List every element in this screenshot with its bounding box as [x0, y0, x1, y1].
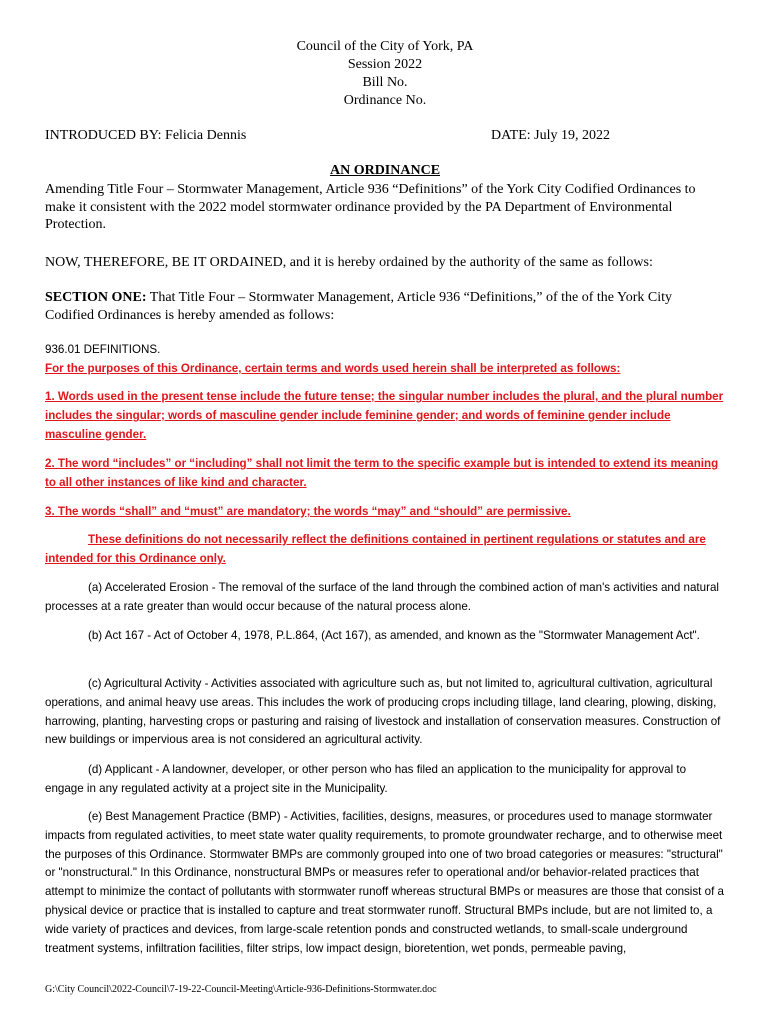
definition-d: (d) Applicant - A landowner, developer, or other person who has filed an application to the municipality for approval to engage in any regulated activity at a project site in the Municipality. [45, 763, 687, 795]
definition-b: (b) Act 167 - Act of October 4, 1978, P.L.864, (Act 167), as amended, and known as the "Stormwater Management Act". [88, 629, 700, 642]
amending-paragraph: Amending Title Four – Stormwater Management, Article 936 “Definitions” of the York City Codified Ordinances to make it consistent with the 2022 model stormwater ordinance provided by the PA Department of Environmental Protection. [45, 182, 696, 232]
rule-4-text: These definitions do not necessarily reflect the definitions contained in pertinent regulations or statutes and are intended for this Ordinance only. [45, 533, 706, 565]
rule-4 [45, 531, 725, 569]
rule-2 [45, 455, 725, 493]
document-header [0, 38, 770, 110]
council-name: Council of the City of York, PA [296, 39, 474, 54]
introduced-by: INTRODUCED BY: Felicia Dennis [45, 128, 247, 143]
bill-number: Bill No. [362, 75, 408, 90]
section-one-text: That Title Four – Stormwater Management, Article 936 “Definitions,” of the of the York City Codified Ordinances is hereby amended as follows: [45, 290, 672, 323]
rule-3 [45, 503, 725, 522]
now-therefore-paragraph: NOW, THEREFORE, BE IT ORDAINED, and it is hereby ordained by the authority of the same as follows: [45, 255, 653, 270]
rule-3-text: 3. The words “shall” and “must” are mandatory; the words “may” and “should” are permissive. [45, 505, 571, 518]
purpose-statement [45, 360, 725, 379]
introduced-line [45, 127, 725, 145]
definition-a: (a) Accelerated Erosion - The removal of the surface of the land through the combined action of man's activities and natural processes at a rate greater than would occur because of the natural process alone. [45, 581, 719, 613]
ordinance-number: Ordinance No. [343, 93, 427, 108]
footer-file-path: G:\City Council\2022-Council\7-19-22-Council-Meeting\Article-936-Definitions-Stormwater.doc [45, 984, 437, 995]
definition-e: (e) Best Management Practice (BMP) - Activities, facilities, designs, measures, or procedures used to manage stormwater impacts from regulated activities, to meet state water quality requirements, to promote groundwater recharge, and to otherwise meet the purposes of this Ordinance. Stormwater BMPs are commonly grouped into one of two broad categories or measures: "structural" or "nonstructural." In this Ordinance, nonstructural BMPs or measures refer to operational and/or behavior-related practices that attempt to minimize the contact of pollutants with stormwater runoff whereas structural BMPs or measures are those that consist of a physical device or practice that is installed to capture and treat stormwater runoff. Structural BMPs include, but are not limited to, a wide variety of practices and devices, from large-scale retention ponds and constructed wetlands, to small-scale underground treatment systems, infiltration facilities, filter strips, low impact design, bioretention, wet ponds, permeable paving, [45, 810, 724, 955]
purpose-text: For the purposes of this Ordinance, certain terms and words used herein shall be interpreted as follows: [45, 362, 621, 375]
definitions-heading: 936.01 DEFINITIONS. [45, 343, 161, 356]
section-one-paragraph [45, 289, 723, 324]
rule-1 [45, 388, 725, 444]
rule-1-text: 1. Words used in the present tense include the future tense; the singular number includes the plural, and the plural number includes the singular; words of masculine gender include feminine gender; and words of feminine gender include masculine gender. [45, 390, 724, 441]
section-one-label: SECTION ONE: [45, 290, 147, 305]
rule-2-text: 2. The word “includes” or “including” shall not limit the term to the specific example but is intended to extend its meaning to all other instances of like kind and character. [45, 457, 719, 489]
introduced-date: DATE: July 19, 2022 [491, 128, 610, 143]
session-year: Session 2022 [347, 57, 423, 72]
ordinance-title: AN ORDINANCE [329, 163, 441, 178]
definition-c: (c) Agricultural Activity - Activities associated with agriculture such as, but not limited to, agricultural cultivation, agricultural operations, and animal heavy use areas. This includes the work of producing crops including tillage, land clearing, plowing, disking, harrowing, planting, harvesting crops or pasturing and raising of livestock and installation of conservation measures. Construction of new buildings or impervious area is not considered an agricultural activity. [45, 677, 721, 747]
